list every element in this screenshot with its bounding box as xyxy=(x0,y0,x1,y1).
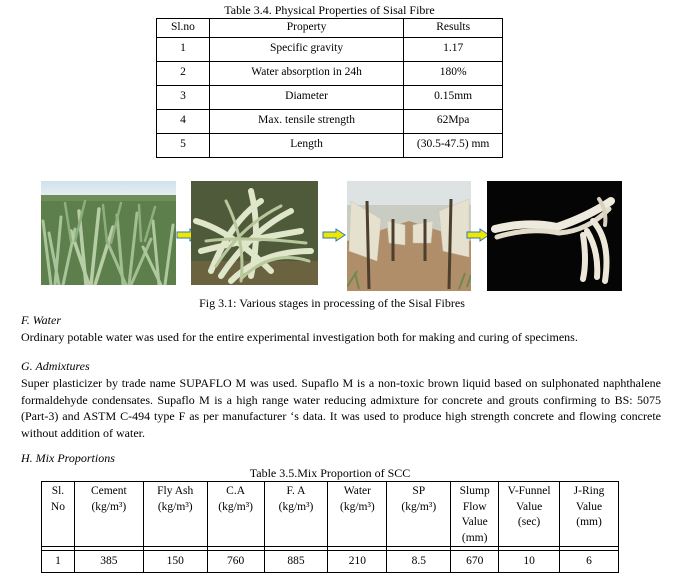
table-cell: 5 xyxy=(157,134,210,158)
table-cell: 885 xyxy=(264,551,328,573)
section-heading-mix-proportions: H. Mix Proportions xyxy=(21,451,115,465)
admixtures-paragraph xyxy=(21,375,661,441)
table-cell: Specific gravity xyxy=(209,38,403,62)
table-header-row xyxy=(42,482,619,547)
figure-caption: Fig 3.1: Various stages in processing of the Sisal Fibres xyxy=(199,296,465,310)
header-cell: SP (kg/m³) xyxy=(387,482,451,547)
sisal-properties-table xyxy=(156,18,503,158)
arrow-right-icon xyxy=(322,228,346,242)
table-cell: 760 xyxy=(207,551,264,573)
table-3-4-caption: Table 3.4. Physical Properties of Sisal Fibre xyxy=(224,3,435,17)
paragraph-line: Super plasticizer by trade name SUPAFLO M was used. Supaflo M is a non-toxic brown liquid based on sulphonated naphthalene xyxy=(21,376,661,390)
table-cell: 1 xyxy=(157,38,210,62)
table-cell: 6 xyxy=(560,551,619,573)
sisal-leaves-photo xyxy=(191,181,318,285)
table-cell: 385 xyxy=(74,551,143,573)
header-cell: Property xyxy=(209,19,403,38)
table-cell: 1.17 xyxy=(404,38,503,62)
paragraph-line: without addition of water. xyxy=(21,425,145,440)
header-cell: F. A (kg/m³) xyxy=(264,482,328,547)
header-cell: Water (kg/m³) xyxy=(328,482,387,547)
table-header-row xyxy=(157,19,503,38)
water-paragraph xyxy=(21,329,661,346)
table-row xyxy=(157,110,503,134)
paragraph-line: (Part-3) and ASTM C-494 type F as per manufacturer ‘s data. It was used to produce high strength concrete and flowing concrete xyxy=(21,409,661,424)
table-cell: (30.5-47.5) mm xyxy=(404,134,503,158)
table-row xyxy=(157,62,503,86)
header-cell: C.A (kg/m³) xyxy=(207,482,264,547)
header-cell: Results xyxy=(404,19,503,38)
table-cell: 3 xyxy=(157,86,210,110)
table-cell: Max. tensile strength xyxy=(209,110,403,134)
table-cell: 10 xyxy=(499,551,560,573)
table-row xyxy=(157,134,503,158)
header-cell: V-Funnel Value (sec) xyxy=(499,482,560,547)
table-cell: 1 xyxy=(42,551,75,573)
table-cell: Diameter xyxy=(209,86,403,110)
table-cell: 2 xyxy=(157,62,210,86)
table-cell: 210 xyxy=(328,551,387,573)
table-cell: 670 xyxy=(451,551,499,573)
header-cell: Cement (kg/m³) xyxy=(74,482,143,547)
table-row xyxy=(157,86,503,110)
header-cell: J-Ring Value (mm) xyxy=(560,482,619,547)
table-row xyxy=(157,38,503,62)
section-heading-admixtures: G. Admixtures xyxy=(21,359,90,373)
sisal-plantation-photo xyxy=(41,181,176,285)
table-cell: Water absorption in 24h xyxy=(209,62,403,86)
header-cell: Sl.no xyxy=(157,19,210,38)
mix-proportion-table xyxy=(41,481,619,573)
header-cell: Sl. No xyxy=(42,482,75,547)
table-cell: 62Mpa xyxy=(404,110,503,134)
table-cell: 0.15mm xyxy=(404,86,503,110)
table-cell: 8.5 xyxy=(387,551,451,573)
section-heading-water: F. Water xyxy=(21,313,62,327)
header-cell: Fly Ash (kg/m³) xyxy=(143,482,207,547)
table-3-5-caption: Table 3.5.Mix Proportion of SCC xyxy=(249,466,411,480)
table-cell: Length xyxy=(209,134,403,158)
table-cell: 180% xyxy=(404,62,503,86)
sisal-fibre-bundle-photo xyxy=(487,181,622,291)
table-row xyxy=(42,551,619,573)
table-cell: 4 xyxy=(157,110,210,134)
sisal-drying-photo xyxy=(347,181,471,291)
paragraph-line: formaldehyde condensates. Supaflo M is a high range water reducing admixture for concrete and grouts confirming to BS: 5075 xyxy=(21,392,661,407)
table-cell: 150 xyxy=(143,551,207,573)
paragraph-line: Ordinary potable water was used for the entire experimental investigation both for making and curing of specimens. xyxy=(21,330,578,344)
header-cell: Slump Flow Value (mm) xyxy=(451,482,499,547)
